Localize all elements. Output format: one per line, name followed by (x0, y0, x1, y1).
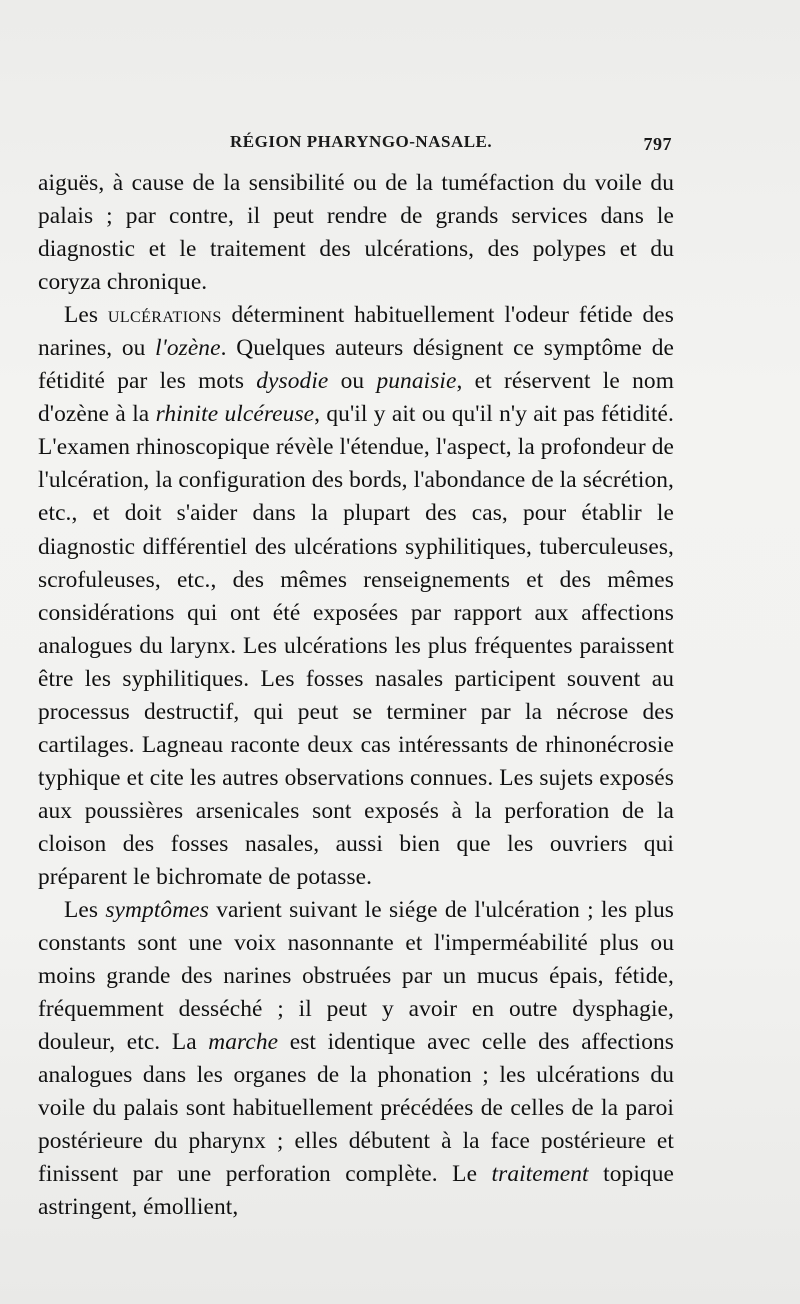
text-run: Les (64, 897, 106, 924)
italic-term: symptômes (105, 897, 209, 924)
text-run: déterminent habituellement l'odeur fétide des narines, ou (38, 302, 674, 362)
text-run: , et réservent le nom d'ozène à la (38, 368, 674, 428)
italic-term: traitement (491, 1161, 589, 1188)
text-run: . Quelques auteurs désignent ce symptôme de fétidité par les mots (38, 335, 674, 395)
section-term: ulcérations (107, 302, 222, 329)
paragraph-symptomes (38, 894, 674, 1224)
text-run: , qu'il y ait ou qu'il n'y ait pas fétidité. L'examen rhinoscopique révèle l'étendue, l'aspect, la profondeur de l'ulcération, la configuration des bords, l'abondance de la sécrétion, etc., et doit s'aider dans la plupart des cas, pour établir le diagnostic différentiel des ulcérations syphilitiques, tuberculeuses, scrofuleuses, etc., des mêmes renseignements et des mêmes considérations qui ont été exposées par rapport aux affections analogues du larynx. Les ulcérations les plus fréquentes paraissent être les syphilitiques. Les fosses nasales participent souvent au processus destructif, qui peut se terminer par la nécrose des cartilages. Lagneau raconte deux cas intéressants de rhinonécrosie typhique et cite les autres observations connues. Les sujets exposés aux poussières arsenicales sont exposés à la perforation de la cloison des fosses nasales, aussi bien que les ouvriers qui préparent le bichromate de potasse. (38, 401, 674, 890)
italic-term: marche (208, 1029, 279, 1056)
paragraph-continuation: aiguës, à cause de la sensibilité ou de la tuméfaction du voile du palais ; par contre, il peut rendre de grands services dans le diagnostic et le traitement des ulcérations, des polypes et du coryza chronique. (38, 170, 674, 296)
text-run: est identique avec celle des affections analogues dans les organes de la phonation ; les ulcérations du voile du palais sont habituellement précédées de celles de la paroi postérieure du pharynx ; elles débutent à la face postérieure et finissent par une perforation complète. Le (38, 1029, 674, 1188)
text-run: ou (328, 368, 377, 395)
italic-term: rhinite ulcéreuse (155, 401, 315, 428)
body-text (38, 167, 674, 1225)
text-run: Les (64, 302, 108, 329)
italic-term: l'ozène (155, 335, 221, 362)
italic-term: dysodie (256, 368, 329, 395)
text-run: topique astringent, émollient, (38, 1161, 674, 1221)
page-number: 797 (643, 134, 672, 154)
running-title: RÉGION PHARYNGO-NASALE. (230, 132, 493, 151)
paragraph-ulcerations (38, 299, 674, 894)
text-run: varient suivant le siége de l'ulcération ; les plus constants sont une voix nasonnante et l'imperméabilité plus ou moins grande des narines obstruées par un mucus épais, fétide, fréquemment desséché ; il peut y avoir en outre dysphagie, douleur, etc. La (38, 897, 674, 1056)
running-header (38, 132, 672, 160)
italic-term: punaisie (376, 368, 457, 395)
